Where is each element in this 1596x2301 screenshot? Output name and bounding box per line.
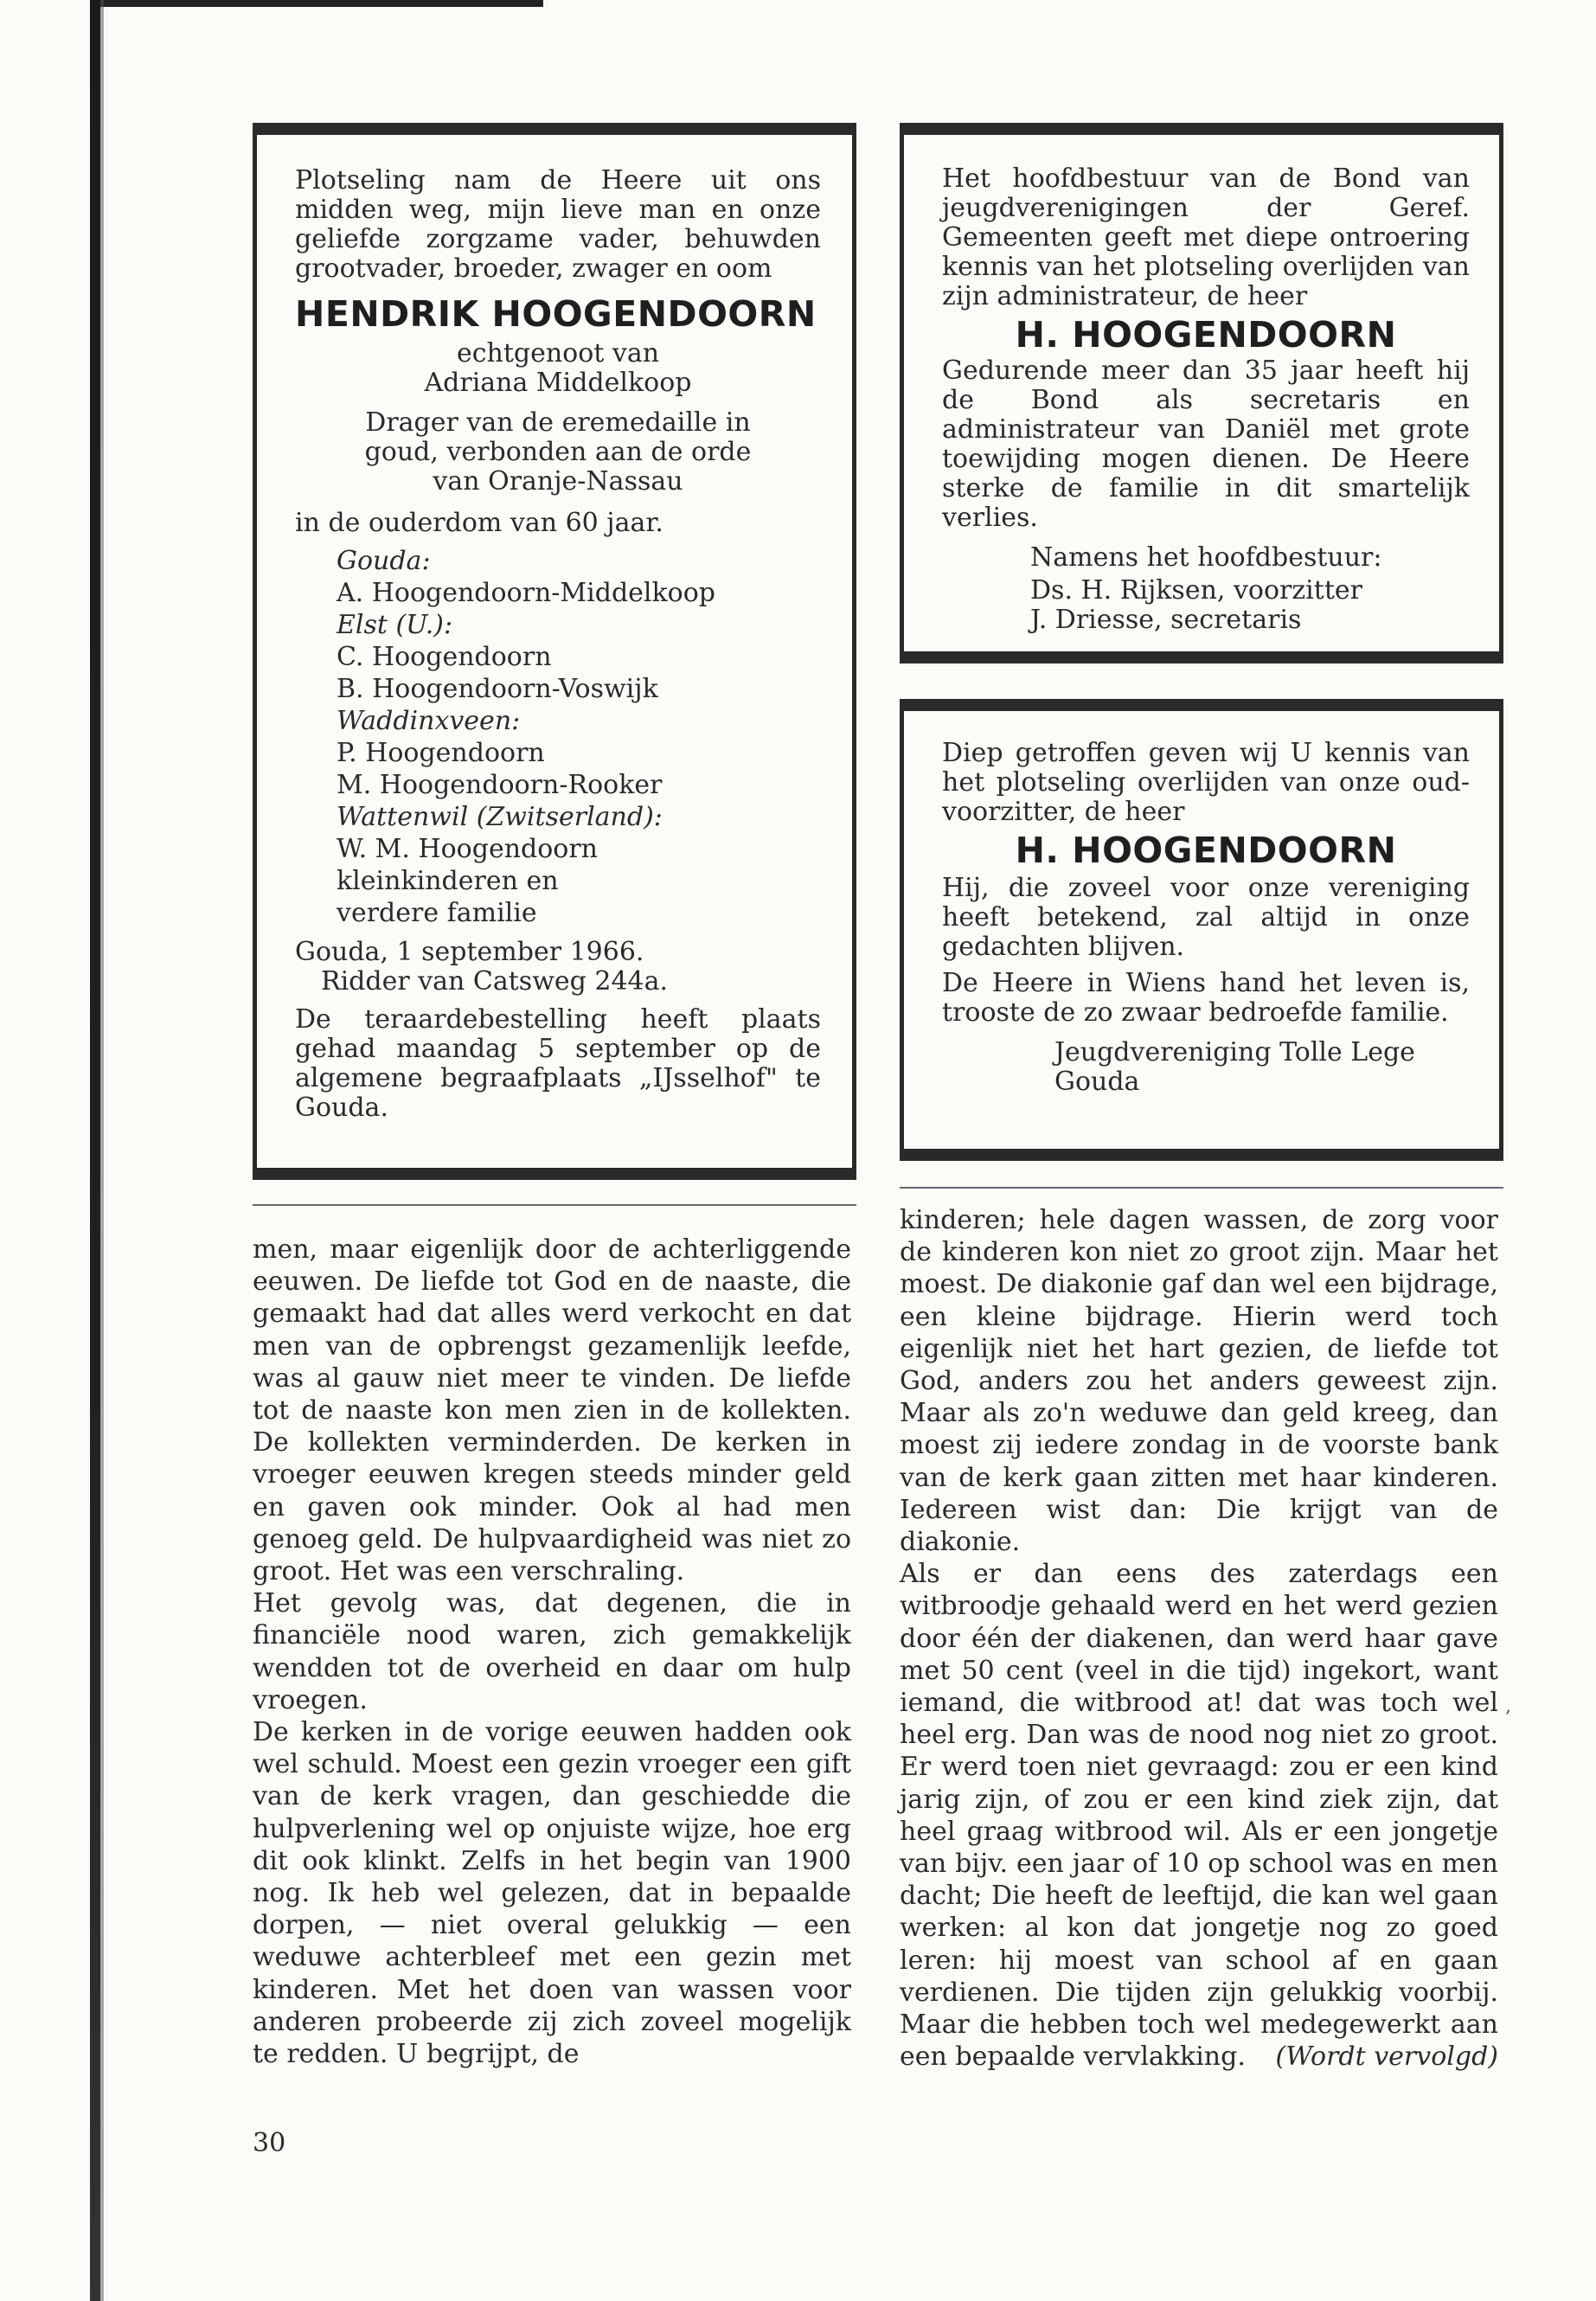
honor-line-2: goud, verbonden aan de orde [364,437,752,467]
deceased-name-short: H. HOOGENDOORN [1015,830,1397,871]
column-rule-left [253,1204,856,1206]
family-place-wattenwil: Wattenwil (Zwitserland): [337,802,663,832]
article-paragraph: Het gevolg was, dat degenen, die in financiële nood waren, zich gemakkelijk wendden tot de overheid en daar om hulp vroegen. [253,1588,851,1715]
club-body-1: Hij, die zoveel voor onze vereniging heeft betekend, zal altijd in onze gedachten blijven. [942,873,1470,962]
margin-mark: , [1505,1695,1511,1717]
article-paragraph-text: Als er dan eens des zaterdags een witbroodje gehaald werd en het werd gezien door één der diakenen, dan werd haar gave met 50 cent (veel in die tijd) ingekort, want iemand, die witbrood at! dat was toch wel heel erg. Dan was de nood nog niet zo groot. Er werd toen niet gevraagd: zou er een kind jarig zijn, of zou er een kind ziek zijn, dat heel graag witbrood wil. Als er een jongetje van bijv. een jaar of 10 op school was en men dacht; Die heeft de leeftijd, die kan wel gaan werken: al kon dat jongetje nog zo goed leren: hij moest van school af en gaan verdienen. Die tijden zijn gelukkig voorbij. Maar die hebben toch wel medegewerkt aan een bepaalde vervlakking. [900,1559,1498,2073]
bond-intro: Het hoofdbestuur van de Bond van jeugdverenigingen der Geref. Gemeenten geeft met diepe ontroering kennis van het plotseling overlijden van zijn administrateur, de heer [942,163,1470,311]
article-paragraph: De kerken in de vorige eeuwen hadden ook wel schuld. Moest een gezin vroeger een gift van de kerk vragen, dan geschiedde die hulpverlening wel op onjuiste wijze, hoe erg dit ook klinkt. Zelfs in het begin van 1900 nog. Ik heb wel gelezen, dat in bepaalde dorpen, — niet overal gelukkig — een weduwe achterbleef met een gezin met kinderen. Met het doen van wassen voor anderen probeerde zij zich zoveel mogelijk te redden. U begrijpt, de [253,1717,851,2070]
family-member: A. Hoogendoorn-Middelkoop [337,578,716,608]
club-signatory: Gouda [1054,1067,1140,1097]
family-place-waddinxveen: Waddinxveen: [337,706,521,736]
page-number: 30 [253,2128,286,2158]
bond-signatory: J. Driesse, secretaris [1030,605,1302,635]
club-intro: Diep getroffen geven wij U kennis van het plotseling overlijden van onze oud-voorzitter, de heer [942,738,1470,827]
bond-signatory: Ds. H. Rijksen, voorzitter [1030,575,1362,606]
announcement-left-intro: Plotseling nam de Heere uit ons midden weg, mijn lieve man en onze geliefde zorgzame vader, behuwden grootvader, broeder, zwager en oom [295,165,821,284]
column-rule-right [900,1187,1503,1189]
article-paragraph: men, maar eigenlijk door de achterliggende eeuwen. De liefde tot God en de naaste, die gemaakt had dat alles werd verkocht en dat men van de opbrengst gezamenlijk leefde, was al gauw niet meer te vinden. De liefde tot de naaste kon men zien in de kollekten. De kollekten verminderden. De kerken in vroeger eeuwen kregen steeds minder geld en gaven ook minder. Ook al had men genoeg geld. De hulpvaardigheid was niet zo groot. Het was een verschraling. [253,1234,851,1587]
article-column-left [253,1234,851,2070]
family-member: C. Hoogendoorn [337,642,552,672]
page-edge-shadow-top [93,0,543,7]
deceased-name-short: H. HOOGENDOORN [1015,314,1397,356]
bond-body: Gedurende meer dan 35 jaar heeft hij de Bond als secretaris en administrateur van Daniël met grote toewijding mogen dienen. De Heere sterke de familie in dit smartelijk verlies. [942,356,1470,533]
spouse-line-1: echtgenoot van [456,338,660,369]
address-line: Ridder van Catsweg 244a. [321,966,669,997]
family-member: verdere familie [337,898,537,928]
spouse-line-2: Adriana Middelkoop [424,368,692,398]
announcement-right-bottom [900,699,1503,1161]
family-place-gouda: Gouda: [337,546,431,576]
family-member: P. Hoogendoorn [337,738,545,768]
page-edge-shadow-left-inner [100,0,104,2301]
page-edge-shadow-left [90,0,100,2301]
article-column-right [900,1204,1498,2073]
honor-line-1: Drager van de eremedaille in [365,407,751,438]
announcement-left [253,123,856,1180]
family-member: W. M. Hoogendoorn [337,834,599,864]
deceased-name: HENDRIK HOOGENDOORN [295,293,817,335]
announcement-right-top [900,123,1503,663]
club-signatory: Jeugdvereniging Tolle Lege [1054,1037,1415,1067]
date-line: Gouda, 1 september 1966. [295,937,644,967]
family-member: B. Hoogendoorn-Voswijk [337,674,658,704]
family-place-elst: Elst (U.): [337,610,453,640]
funeral-notice: De teraardebestelling heeft plaats gehad maandag 5 september op de algemene begraafplaats „IJsselhof" te Gouda. [295,1004,821,1123]
bond-sign-intro: Namens het hoofdbestuur: [1030,542,1382,573]
club-body-2: De Heere in Wiens hand het leven is, trooste de zo zwaar bedroefde familie. [942,968,1470,1028]
age-line: in de ouderdom van 60 jaar. [295,508,663,538]
family-list [295,545,821,929]
article-paragraph [900,1558,1498,2073]
family-member: M. Hoogendoorn-Rooker [337,770,663,800]
continued-note: (Wordt vervolgd) [1275,2041,1498,2073]
article-paragraph: kinderen; hele dagen wassen, de zorg voor de kinderen kon niet zo groot zijn. Maar het moest. De diakonie gaf dan wel een bijdrage, een kleine bijdrage. Hierin werd toch eigenlijk niet het hart gezien, de liefde tot God, anders zou het anders geweest zijn. Maar als zo'n weduwe dan geld kreeg, dan moest zij iedere zondag in de voorste bank van de kerk gaan zitten met haar kinderen. Iedereen wist dan: Die krijgt van de diakonie. [900,1205,1498,1558]
honor-line-3: van Oranje-Nassau [433,466,683,497]
family-member: kleinkinderen en [337,866,559,896]
